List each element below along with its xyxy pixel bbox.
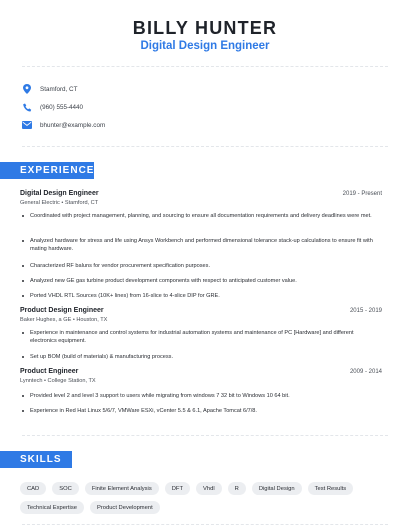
bullet-dot [22, 356, 24, 358]
skill-chip: Digital Design [252, 482, 302, 495]
candidate-name: BILLY HUNTER [132, 18, 278, 38]
skill-chip: Product Development [90, 501, 160, 514]
job-bullet: Experience in maintenance and control systems for industrial automation systems and maintenance of PC [Hardware] and different electronics equipment. [22, 329, 374, 345]
skill-chip: Finite Element Analysis [85, 482, 159, 495]
skills-list [20, 482, 380, 514]
bullet-dot [22, 265, 24, 267]
bullet-dot [22, 215, 24, 217]
candidate-title: Digital Design Engineer [140, 40, 270, 52]
experience-divider [22, 435, 388, 436]
job-company: General Electric • Stamford, CT [20, 200, 99, 206]
skill-chip: Vhdl [196, 482, 222, 495]
skills-heading: SKILLS [0, 451, 72, 468]
skill-chip: CAD [20, 482, 46, 495]
job-title: Digital Design Engineer [20, 190, 99, 197]
bullet-dot [22, 332, 24, 334]
bullet-dot [22, 295, 24, 297]
bullet-dot [22, 410, 24, 412]
job-title: Product Design Engineer [20, 307, 104, 314]
job-date: 2009 - 2014 [349, 369, 382, 375]
job-bullet: Set up BOM (build of materials) & manufacturing process. [22, 353, 374, 361]
skill-chip: DFT [165, 482, 190, 495]
skill-chip: Technical Expertise [20, 501, 84, 514]
bullet-dot [22, 280, 24, 282]
bullet-dot [22, 395, 24, 397]
job-bullet: Analyzed new GE gas turbine product development components with respect to anticipated customer value. [22, 277, 374, 285]
skill-chip: Test Results [308, 482, 354, 495]
contact-email-text: bhunter@example.com [40, 121, 106, 129]
job-bullet: Ported VHDL RTL Sources (10K+ lines) from 16-slice to 4-slice DIP for GRE. [22, 292, 374, 300]
contact-phone-text: (960) 555-4440 [40, 103, 84, 111]
contact-location [22, 82, 77, 96]
job-bullet: Characterized RF baluns for vendor procurement specification purposes. [22, 262, 374, 270]
skill-chip: R [228, 482, 246, 495]
job-company: Lynntech • College Station, TX [20, 378, 96, 384]
contact-location-text: Stamford, CT [40, 85, 78, 93]
job-date: 2015 - 2019 [349, 308, 382, 314]
job-title: Product Engineer [20, 368, 79, 375]
header-divider [22, 66, 388, 67]
job-bullet: Coordinated with project management, planning, and sourcing to ensure all documentation requirements and delivery deadlines were met. [22, 212, 374, 220]
bullet-dot [22, 240, 24, 242]
job-company: Baker Hughes, a GE • Houston, TX [20, 317, 108, 323]
location-pin-icon [22, 84, 32, 94]
contact-divider [22, 146, 388, 147]
phone-icon [22, 102, 32, 112]
contact-phone [22, 100, 83, 114]
experience-heading: EXPERIENCE [0, 162, 94, 179]
skill-chip: SOC [52, 482, 79, 495]
job-date: 2019 - Present [342, 191, 382, 197]
footer-divider [22, 524, 388, 525]
job-bullet: Provided level 2 and level 3 support to users while migrating from windows 7 32 bit to Windows 10 64 bit. [22, 392, 374, 400]
job-bullet: Analyzed hardware for stress and life using Ansys Workbench and performed dimensional tolerance stack-up calculations to ensure fit with mating hardware. [22, 237, 374, 253]
job-bullet: Experience in Red Hat Linux 5/6/7, VMWare ESXi, vCenter 5.5 & 6.1, Apache Tomcat 6/7/8. [22, 407, 374, 415]
email-icon [22, 120, 32, 130]
contact-email [22, 118, 105, 132]
